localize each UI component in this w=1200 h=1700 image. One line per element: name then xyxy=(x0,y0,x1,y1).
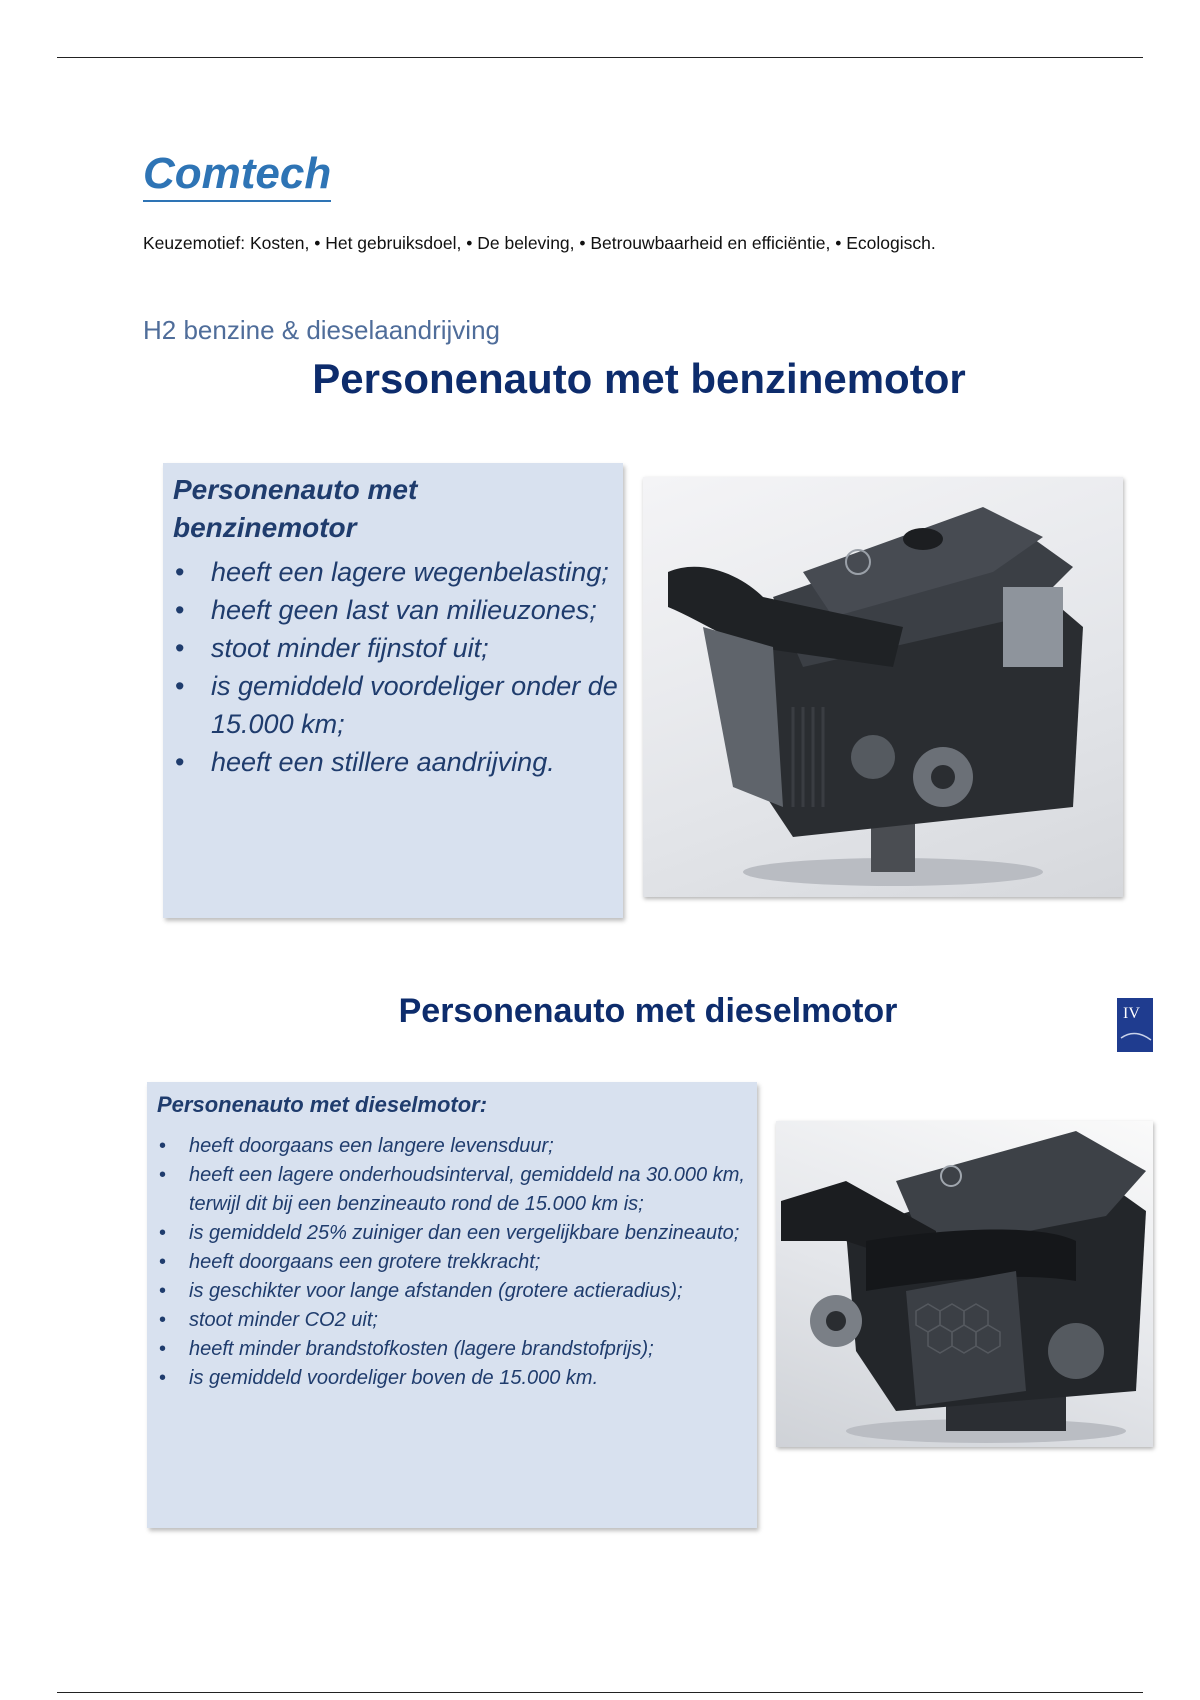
slide-title-benzine: Personenauto met benzinemotor xyxy=(312,355,966,402)
list-item: • heeft een stillere aandrijving. xyxy=(211,743,651,781)
section-heading: H2 benzine & dieselaandrijving xyxy=(143,315,501,345)
benzine-textbox xyxy=(163,463,623,918)
list-item: • stoot minder CO2 uit; xyxy=(189,1306,779,1335)
list-item: • stoot minder fijnstof uit; xyxy=(211,629,651,667)
list-item: • heeft geen last van milieuzones; xyxy=(211,591,651,629)
list-item: • heeft minder brandstofkosten (lagere brandstofprijs); xyxy=(189,1335,779,1364)
slide-dieselmotor xyxy=(143,980,1153,1535)
list-item: • is gemiddeld voordeliger onder de 15.000 km; xyxy=(211,667,651,743)
diesel-engine-photo xyxy=(776,1121,1153,1447)
diesel-textbox xyxy=(147,1082,757,1528)
list-item: • is gemiddeld 25% zuiniger dan een vergelijkbare benzineauto; xyxy=(189,1219,779,1248)
header-rule xyxy=(57,57,1143,58)
benzine-list xyxy=(173,553,651,781)
list-item: • is geschikter voor lange afstanden (grotere actieradius); xyxy=(189,1277,779,1306)
keuzemotief-text: Keuzemotief: Kosten, • Het gebruiksdoel, • De beleving, • Betrouwbaarheid en efficiëntie, • Ecologisch. xyxy=(143,233,936,253)
svg-text:IV: IV xyxy=(1123,1005,1140,1022)
petrol-engine-photo xyxy=(643,477,1123,897)
list-item: • heeft doorgaans een grotere trekkracht; xyxy=(189,1248,779,1277)
list-item: • heeft een lagere wegenbelasting; xyxy=(211,553,651,591)
diesel-list xyxy=(157,1132,779,1393)
list-item: • heeft een lagere onderhoudsinterval, gemiddeld na 30.000 km, terwijl dit bij een benzineauto rond de 15.000 km is; xyxy=(189,1161,779,1219)
slide-benzinemotor xyxy=(143,345,1135,935)
list-item: • is gemiddeld voordeliger boven de 15.000 km. xyxy=(189,1364,779,1393)
slide-title-diesel: Personenauto met dieselmotor xyxy=(398,992,898,1030)
diesel-engine-icon xyxy=(776,1121,1153,1447)
list-item: • heeft doorgaans een langere levensduur; xyxy=(189,1132,779,1161)
logo-badge-icon xyxy=(1117,998,1153,1052)
benzine-box-title: Personenauto met benzinemotor xyxy=(173,474,418,543)
diesel-box-title: Personenauto met dieselmotor: xyxy=(157,1092,488,1117)
document-title: Comtech xyxy=(143,148,331,202)
petrol-engine-icon xyxy=(643,477,1123,897)
footer-rule xyxy=(57,1692,1143,1693)
